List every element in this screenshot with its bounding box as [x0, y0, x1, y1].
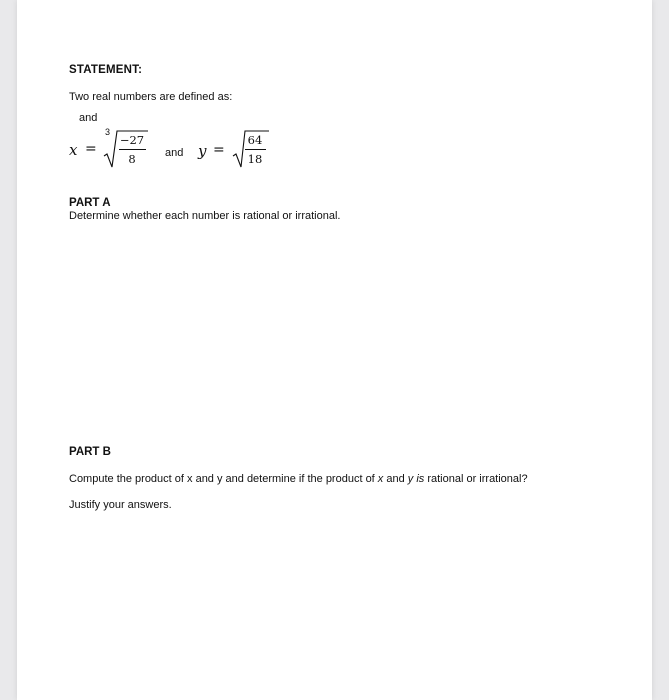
part-b-text-2: and: [383, 473, 408, 485]
part-b-instruction: [69, 473, 528, 485]
statement-intro: Two real numbers are defined as:: [69, 91, 233, 103]
cube-root-index: 3: [105, 127, 111, 137]
y-equals-sign: =: [213, 142, 225, 158]
statement-title: STATEMENT:: [69, 64, 143, 76]
part-a-instruction: Determine whether each number is rational or irrational.: [69, 210, 341, 222]
part-a-title: PART A: [69, 197, 111, 209]
y-fraction-bar: [245, 149, 266, 150]
part-b-is: is: [413, 473, 425, 485]
x-denominator: 8: [128, 152, 136, 166]
y-numerator: 64: [247, 133, 263, 147]
x-fraction-bar: [119, 149, 146, 150]
y-denominator: 18: [247, 152, 263, 166]
part-b-x: x: [377, 473, 384, 485]
x-variable: x: [69, 141, 78, 159]
justify-instruction: Justify your answers.: [69, 499, 172, 511]
part-b-title: PART B: [69, 446, 111, 458]
y-variable: y: [198, 142, 207, 160]
document-page: [17, 0, 652, 700]
x-numerator: −27: [119, 133, 145, 147]
and-label: and: [79, 112, 98, 124]
x-equals-sign: =: [85, 141, 97, 157]
part-b-text-1: Compute the product of x and y and determine if the product of: [69, 473, 378, 485]
part-b-y: y: [407, 473, 414, 485]
part-b-text-3: rational or irrational?: [424, 473, 528, 485]
equation-connector: and: [165, 147, 184, 159]
